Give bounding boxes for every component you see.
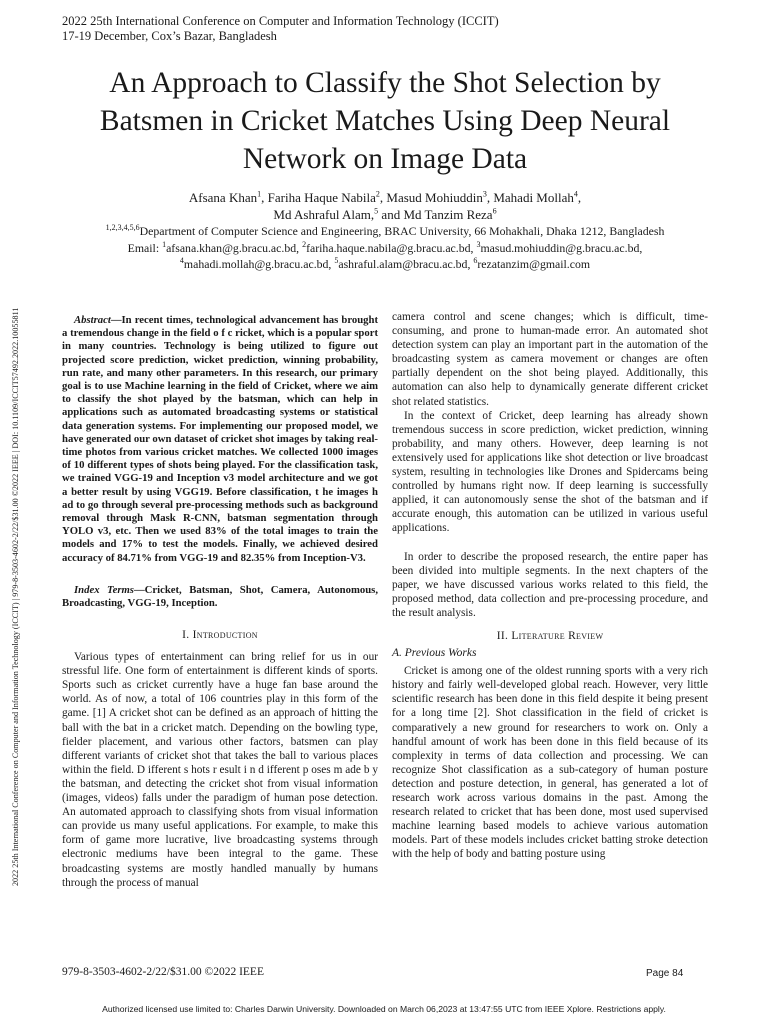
body-paragraph: In the context of Cricket, deep learning has already shown tremendous success in score prediction, wicket prediction, winning probability, and many others. However, deep learning is not extensively used for applications like shot detection or live broadcast system, resulting in technologies like Drones and Spidercams being controlled by humans right now. If deep learning is successfully applied, it can autonomously sense the shot of the batsman and if accurate enough, this automation can be utilized in various useful applications. bbox=[392, 409, 708, 535]
body-paragraph: In order to describe the proposed research, the entire paper has been divided into multiple segments. In the next chapters of the paper, we have discussed various works related to this field, the proposed method, data collection and pre-processing procedure, and the result analysis. bbox=[392, 550, 708, 619]
author-name: Afsana Khan bbox=[188, 190, 258, 205]
author-sup: 5 bbox=[374, 206, 379, 216]
affiliation-text: Department of Computer Science and Engineering, BRAC University, 66 Mohakhali, Dhaka 1212, Bangladesh bbox=[139, 224, 665, 238]
doi-sidebar bbox=[8, 160, 24, 886]
email-address: masud.mohiuddin@g.bracu.ac.bd, bbox=[480, 240, 643, 255]
introduction-section bbox=[62, 628, 378, 890]
email-address: ashraful.alam@bracu.ac.bd, bbox=[338, 257, 471, 271]
subsection-heading: A. Previous Works bbox=[392, 647, 477, 660]
author-name: Fariha Haque Nabila bbox=[267, 190, 376, 205]
author-name: Md Ashraful Alam, bbox=[273, 206, 375, 222]
author-sup: 2 bbox=[375, 189, 380, 199]
authorized-use-notice: Authorized licensed use limited to: Charles Darwin University. Downloaded on March 06,2023 at 13:47:55 UTC from IEEE Xplore. Restrictions apply. bbox=[102, 1004, 666, 1014]
title-line: Network on Image Data bbox=[242, 143, 528, 175]
email-label: Email: bbox=[127, 240, 160, 255]
email-address: rezatanzim@gmail.com bbox=[477, 257, 591, 271]
doi-sidebar-text: 2022 25th International Conference on Computer and Information Technology (ICCIT) | 979-8-3503-4602-2/22/$31.00 ©2022 IEEE | DOI: 10.1109/ICCIT57492.2022.10055811 bbox=[11, 307, 20, 886]
author-name: Masud Mohiuddin bbox=[386, 190, 483, 205]
abstract bbox=[62, 314, 378, 565]
author-sup: 3 bbox=[482, 189, 487, 199]
email-line-1: Email: $^1$afsana.khan@g.bracu.ac.bd, $^2$fariha.haque.nabila@g.bracu.ac.bd, $^3$masud.mohiuddin@g.bracu.ac.bd, bbox=[127, 239, 643, 255]
body-paragraph: camera control and scene changes; which is difficult, time-consuming, and prone to human-made error. An automated shot detection system can play an important part in the automation of the broadcasting system as camera movement or changes are often partially dependent on the shot being played. Additionally, this automation can also help to dynamically generate different cricket shot related statistics. bbox=[392, 311, 708, 408]
author-names-line-2: Md Ashraful Alam,$^5$ and Md Tanzim Reza$^6$ bbox=[273, 206, 497, 222]
author-block bbox=[40, 190, 730, 273]
author-names-line-1: Afsana Khan$^1$, Fariha Haque Nabila$^2$, Masud Mohiuddin$^3$, Mahadi Mollah$^4$, bbox=[188, 189, 582, 205]
paper-title bbox=[40, 64, 730, 178]
abstract-lead: Abstract bbox=[74, 314, 111, 326]
right-column bbox=[392, 310, 708, 861]
email-address: mahadi.mollah@g.bracu.ac.bd, bbox=[183, 257, 332, 271]
index-terms bbox=[62, 584, 378, 610]
author-name: Md Tanzim Reza bbox=[403, 206, 493, 222]
author-sup: 1 bbox=[257, 189, 262, 199]
affiliation bbox=[40, 223, 730, 240]
index-terms-text: —Cricket, Batsman, Shot, Camera, Autonomous, Broadcasting, VGG-19, Inception. bbox=[62, 584, 378, 610]
section-heading-literature: II. Literature Review bbox=[496, 629, 604, 642]
isbn-footer: 979-8-3503-4602-2/22/$31.00 ©2022 IEEE bbox=[62, 966, 264, 978]
conference-dates: 17-19 December, Cox’s Bazar, Bangladesh bbox=[62, 29, 277, 43]
email-address: afsana.khan@g.bracu.ac.bd, bbox=[166, 240, 300, 255]
conference-name: 2022 25th International Conference on Computer and Information Technology (ICCIT) bbox=[62, 14, 499, 28]
author-sup: 6 bbox=[492, 206, 497, 216]
author-name: Mahadi Mollah bbox=[493, 190, 574, 205]
email-address: fariha.haque.nabila@g.bracu.ac.bd, bbox=[306, 240, 474, 255]
abstract-text: —In recent times, technological advancement has brought a tremendous change in the field o f c ricket, which is a popular sport in many countries. Technology is being utilized to figure out projected score prediction, wicket prediction, winning probability, run rate, and many other parameters. In this research, our primary goal is to use Machine learning in the field of Cricket, where we aim to classify the shot played by the batsman, which can help in applications such as automated broadcasting systems or statistical data generation systems. For implementing our proposed model, we have generated our own dataset of cricket shot images by taking real-time photos from various cricket matches. We collected 1000 images of 10 different types of shots being played. For the classification task, we trained VGG-19 and Inception v3 model architecture and we got a better result by using VGG19. Before classification, t he images h ad to go through several pre-processing methods such as background removal through Mask R-CNN, batsman segmentation through YOLO v3, etc. Then we used 83% of the total images to train the models and 17% to test the models. Finally, we achieved desired accuracy of 84.71% from VGG-19 and 82.35% from Inception-V3. bbox=[62, 314, 378, 564]
conference-header bbox=[62, 14, 499, 44]
title-line: An Approach to Classify the Shot Selection by bbox=[109, 67, 661, 99]
body-paragraph: Cricket is among one of the oldest running sports with a very rich history and fairly well-developed global reach. However, very little scientific research has been done in this field despite it being present for a long time [2]. Shot classification in the field of cricket is comparatively a new ground for researchers to work on. Only a handful amount of work has been done in this field because of its complexity in terms of data collection and processing. We can recognize Shot classification as a sub-category of human posture detection and posture detection, in general, has generated a lot of research work across various domains in the past. Among the research related to cricket that has been done, most used supervised machine learning based models to achieve various automation models. Part of these models includes cricket batting stroke detection with the help of body and batting posture using bbox=[392, 665, 708, 861]
page-number: Page 84 bbox=[646, 968, 684, 979]
section-heading-introduction: I. Introduction bbox=[182, 629, 258, 641]
email-line-2: $^4$mahadi.mollah@g.bracu.ac.bd, $^5$ashraful.alam@bracu.ac.bd, $^6$rezatanzim@gmail.com bbox=[179, 256, 591, 271]
index-terms-lead: Index Terms bbox=[74, 584, 134, 596]
affiliation-sup: 1,2,3,4,5,6 bbox=[105, 223, 140, 233]
title-line: Batsmen in Cricket Matches Using Deep Neural bbox=[99, 105, 671, 137]
author-sup: 4 bbox=[573, 189, 578, 199]
intro-paragraph: Various types of entertainment can bring relief for us in our stressful life. One form of entertainment is different kinds of sports. Sports such as cricket currently have a huge fan base around the world. As of now, a total of 106 countries play in this form of the game. [1] A cricket shot can be defined as an approach of hitting the ball with the bat in a cricket match. Depending on the bowling type, fielder placement, and various other factors, batsmen can play different variants of cricket shot that takes the ball to various places within the field. D ifferent s hots r esult i n d ifferent p oses m ade b y the batsman, and detecting the cricket shot from visual information (images, videos) falls under the paradigm of human pose detection. An automated approach to classifying shots from visual information can provide us many useful applications. For example, to make this form of game more lucrative, live broadcasting systems through electronic mediums have been integral to the game. These broadcasting systems are mostly handled manually by humans through the process of manual bbox=[62, 651, 378, 889]
